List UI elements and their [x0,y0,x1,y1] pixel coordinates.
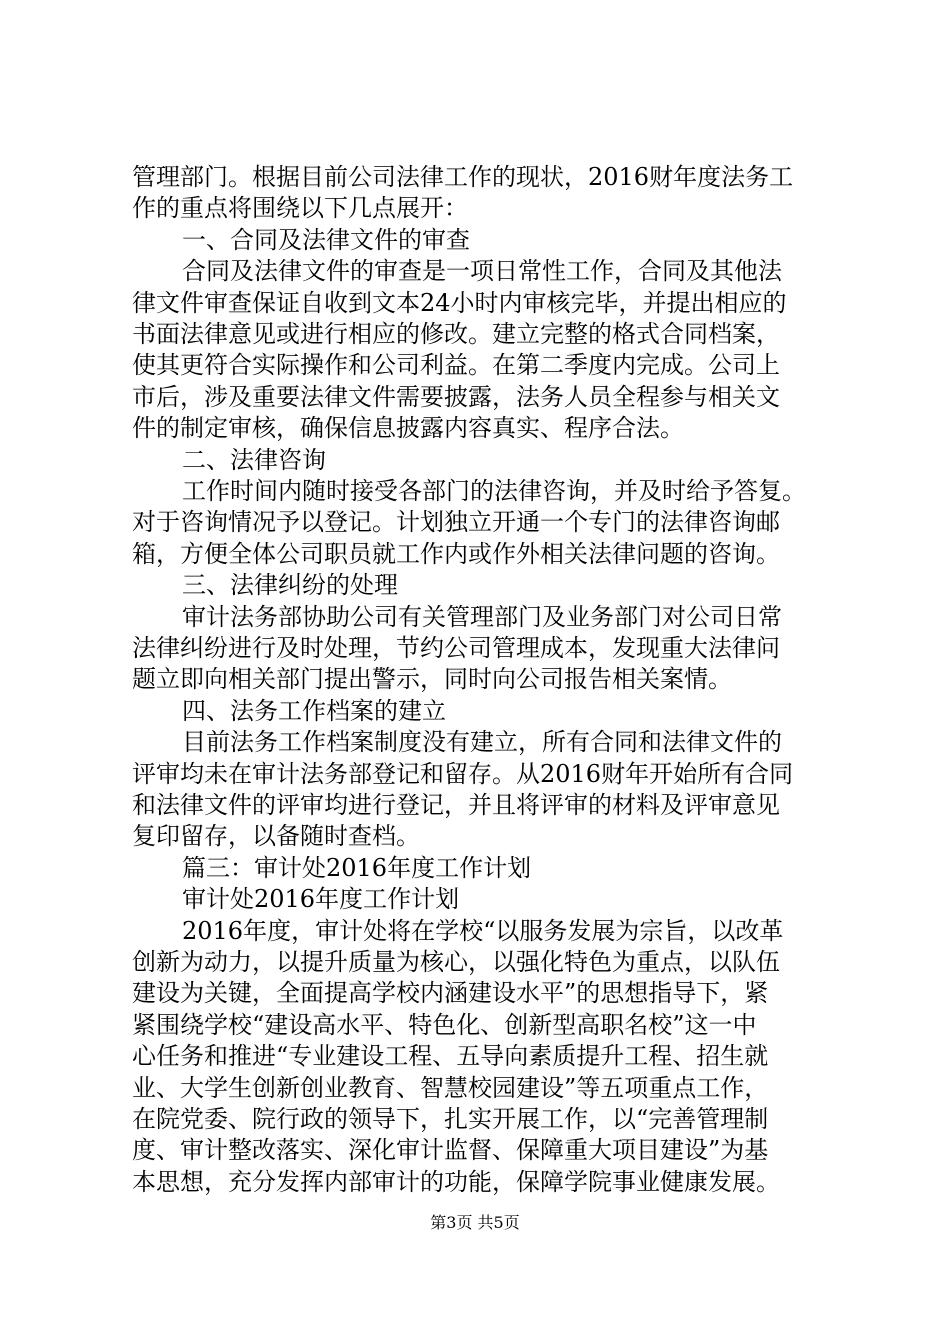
text-line: 书面法律意见或进行相应的修改。建立完整的格式合同档案， [132,320,780,348]
text-line: 箱，方便全体公司职员就工作内或作外相关法律问题的咨询。 [132,539,780,568]
text-line: 本思想，充分发挥内部审计的功能，保障学院事业健康发展。 [132,1167,780,1196]
text-line: 心任务和推进“专业建设工程、五导向素质提升工程、招生就 [132,1042,769,1071]
text-line: 件的制定审核，确保信息披露内容真实、程序合法。 [132,414,684,443]
text-line: 题立即向相关部门提出警示，同时向公司报告相关案情。 [132,665,732,694]
text-line: 建设为关键，全面提高学校内涵建设水平”的思想指导下，紧 [132,979,769,1008]
section-heading: 四、法务工作档案的建立 [182,696,446,725]
text-line: 紧围绕学校“建设高水平、特色化、创新型高职名校”这一中 [132,1010,757,1039]
text-line: 创新为动力，以提升质量为核心，以强化特色为重点，以队伍 [132,948,780,976]
text-line: 审计法务部协助公司有关管理部门及业务部门对公司日常 [182,602,782,631]
text-line: 管理部门。根据目前公司法律工作的现状，2016财年度法务工 [132,163,794,191]
text-line: 法律纠纷进行及时处理，节约公司管理成本，发现重大法律问 [132,634,780,662]
text-line: 业、大学生创新创业教育、智慧校园建设”等五项重点工作， [132,1073,769,1102]
text-line: 目前法务工作档案制度没有建立，所有合同和法律文件的 [182,728,782,757]
text-line: 律文件审查保证自收到文本24小时内审核完毕，并提出相应的 [132,288,787,317]
text-line: 2016年度，审计处将在学校“以服务发展为宗旨，以改革 [182,916,784,945]
section-heading: 篇三：审计处2016年度工作计划 [182,853,532,882]
text-line: 在院党委、院行政的领导下，扎实开展工作，以“完善管理制 [132,1105,769,1133]
text-line: 和法律文件的评审均进行登记，并且将评审的材料及评审意见 [132,791,780,819]
section-heading: 二、法律咨询 [182,445,326,474]
section-heading: 审计处2016年度工作计划 [182,885,460,914]
text-line: 工作时间内随时接受各部门的法律咨询，并及时给予答复。 [182,477,806,505]
text-line: 对于咨询情况予以登记。计划独立开通一个专门的法律咨询邮 [132,508,780,537]
text-line: 评审均未在审计法务部登记和留存。从2016财年开始所有合同 [132,759,794,788]
text-line: 复印留存，以备随时查档。 [132,822,420,851]
text-line: 合同及法律文件的审查是一项日常性工作，合同及其他法 [182,257,782,286]
section-heading: 三、法律纠纷的处理 [182,571,398,600]
section-heading: 一、合同及法律文件的审查 [182,225,470,254]
text-line: 使其更符合实际操作和公司利益。在第二季度内完成。公司上 [132,351,780,380]
text-line: 度、审计整改落实、深化审计监督、保障重大项目建设”为基 [132,1136,769,1165]
text-line: 作的重点将围绕以下几点展开： [132,194,468,223]
page-number: 第3页 共5页 [430,1213,520,1232]
text-line: 市后，涉及重要法律文件需要披露，法务人员全程参与相关文 [132,382,780,411]
